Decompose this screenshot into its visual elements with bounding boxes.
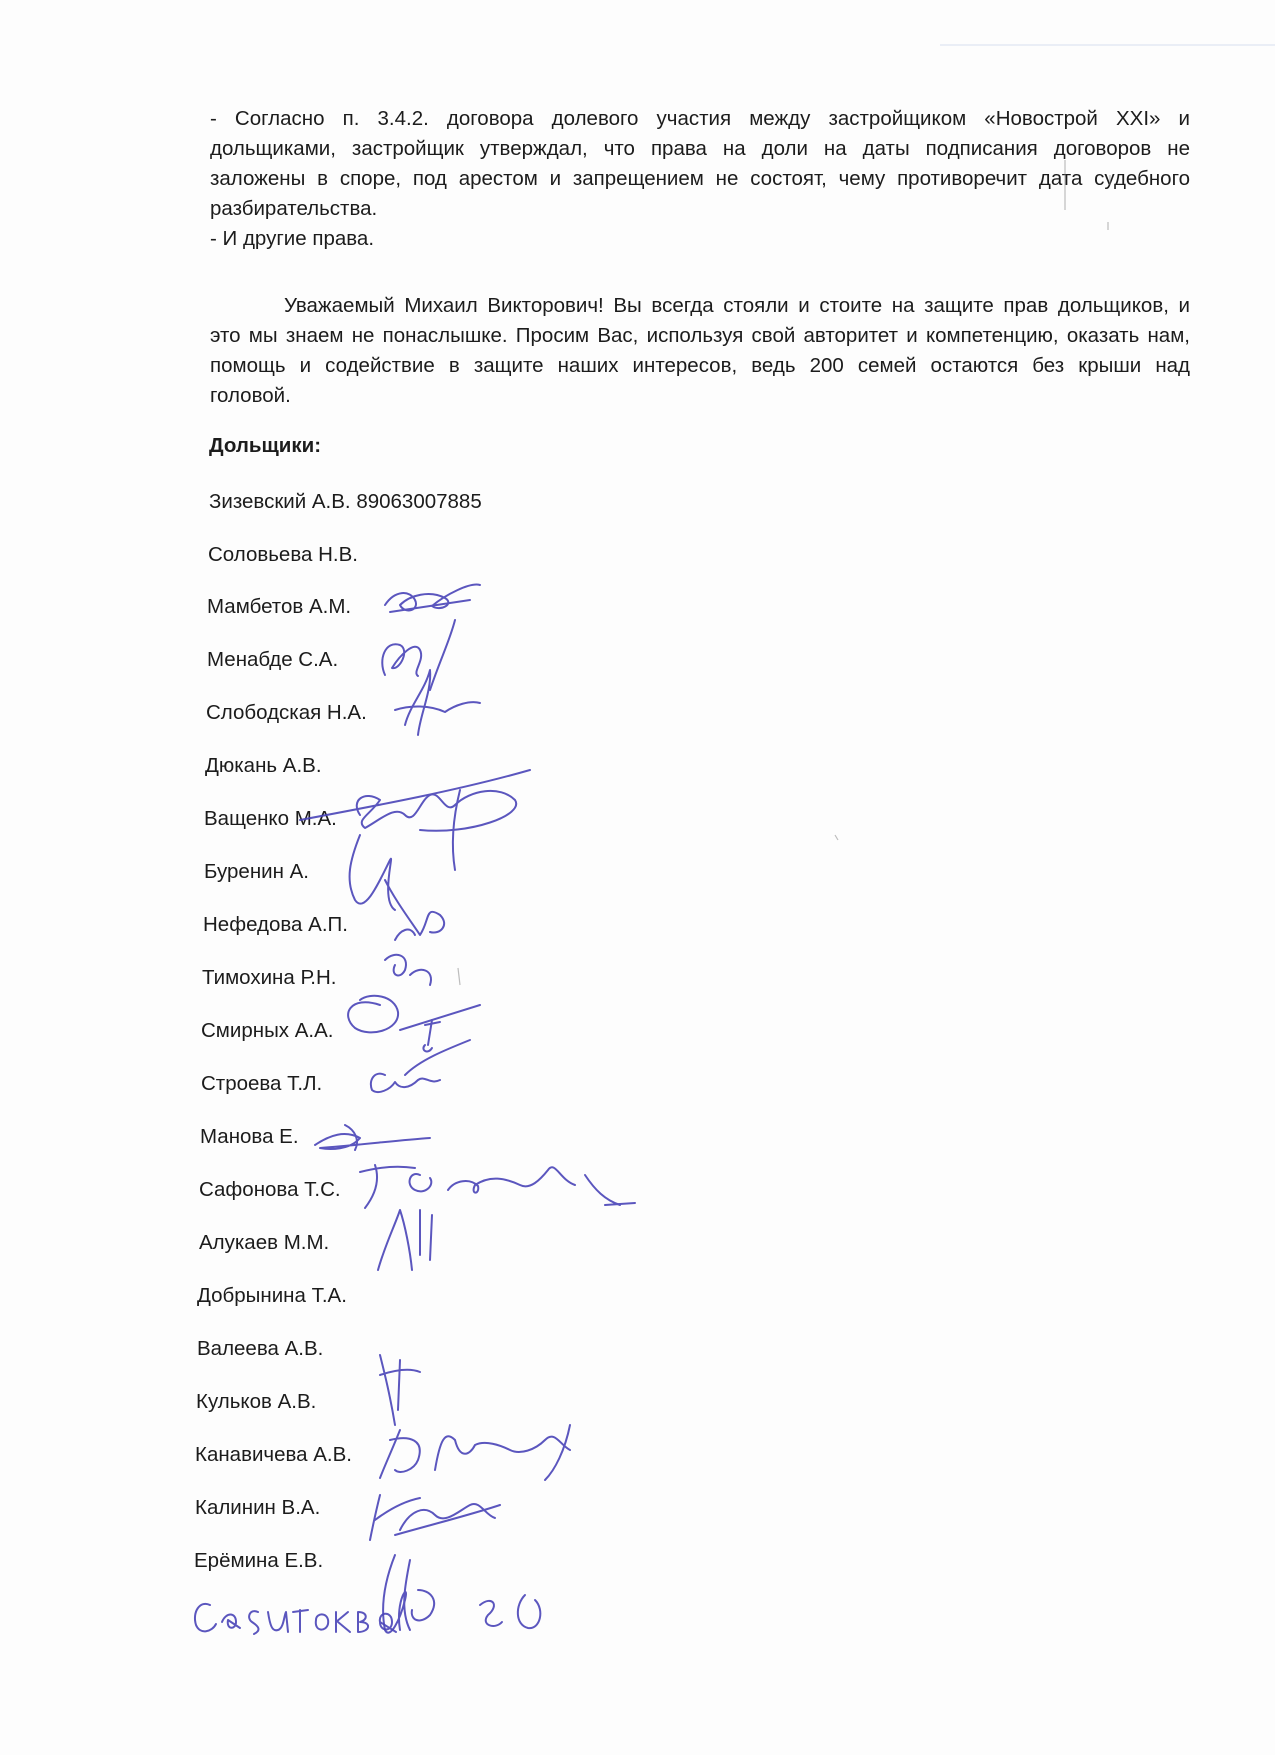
- text-line: это мы знаем не понаслышке. Просим Вас, используя свой авторитет и компетенцию, оказать нам,: [210, 324, 1190, 347]
- signer-name: Менабде С.А.: [207, 648, 339, 671]
- paragraph-appeal: [210, 291, 1190, 411]
- signature-mark: [423, 1020, 440, 1051]
- signature-mark: [383, 1555, 406, 1633]
- signature-mark: [348, 996, 398, 1033]
- text-line: заложены в споре, под арестом и запрещением не состоят, чему противоречит дата судебного: [210, 167, 1190, 190]
- signature-mark: [545, 1425, 570, 1480]
- signature-mark: [378, 1210, 412, 1270]
- signature-mark: [435, 1436, 570, 1470]
- signature-mark: [405, 1040, 470, 1075]
- signer-name: Манова Е.: [200, 1125, 299, 1148]
- scan-mark: [458, 968, 460, 985]
- signer-name: Зизевский А.В. 89063007885: [209, 490, 482, 513]
- signer-name: Слободская Н.А.: [206, 701, 367, 724]
- signature-mark: [605, 1203, 635, 1205]
- signature-mark: [395, 930, 415, 940]
- text-line: Уважаемый Михаил Викторович! Вы всегда стояли и стоите на защите прав дольщиков, и: [284, 294, 1190, 317]
- signer-name: Сафонова Т.С.: [199, 1178, 341, 1201]
- signature-mark: [410, 970, 431, 985]
- scan-mark: [835, 835, 838, 840]
- signature-mark: [518, 1595, 541, 1628]
- text-line: - И другие права.: [210, 227, 375, 250]
- signature-mark: [370, 1495, 420, 1540]
- signer-name: Дюкань А.В.: [205, 754, 322, 777]
- signer-name: Валеева А.В.: [197, 1337, 324, 1360]
- text-line: дольщиками, застройщик утверждал, что права на доли на даты подписания договоров не: [210, 137, 1190, 160]
- signer-name: Нефедова А.П.: [203, 913, 348, 936]
- signature-mark: [395, 1505, 500, 1535]
- signer-name: Смирных А.А.: [201, 1019, 334, 1042]
- signature-mark: [385, 955, 406, 976]
- signature-mark: [410, 1174, 432, 1191]
- text-line: разбирательства.: [210, 197, 378, 220]
- signer-name: Мамбетов А.М.: [207, 595, 352, 618]
- signer-name: Добрынина Т.А.: [197, 1284, 347, 1307]
- signer-name: Калинин В.А.: [195, 1496, 321, 1519]
- signature-mark: [453, 790, 460, 870]
- signature-mark: [585, 1175, 620, 1205]
- text-line: головой.: [210, 384, 291, 407]
- signature-mark: [360, 1165, 415, 1208]
- signer-name: Кульков А.В.: [196, 1390, 317, 1413]
- signature-mark: [430, 620, 455, 690]
- signer-name: Соловьева Н.В.: [208, 543, 358, 566]
- signature-mark: [371, 1074, 440, 1092]
- signer-name: Тимохина Р.Н.: [202, 966, 337, 989]
- text-line: - Согласно п. 3.4.2. договора долевого участия между застройщиком «Новострой XXI» и: [210, 107, 1190, 130]
- signature-mark: [405, 670, 430, 735]
- signature-mark: [404, 1560, 434, 1630]
- signature-mark: [420, 1210, 432, 1260]
- signature-mark: [382, 644, 421, 676]
- signer-name: Буренин А.: [204, 860, 309, 883]
- signature-mark: [385, 880, 444, 935]
- signature-mark: [380, 1355, 420, 1425]
- signers-heading: Дольщики:: [209, 434, 322, 457]
- signature-mark: [448, 1167, 575, 1192]
- signer-name: Ващенко М.А.: [204, 807, 337, 830]
- signature-mark: [480, 1601, 502, 1626]
- signature-mark: [315, 1134, 430, 1149]
- signer-name: Строева Т.Л.: [201, 1072, 323, 1095]
- signature-mark: [357, 791, 516, 831]
- signature-mark: [400, 1005, 480, 1030]
- paragraph-contract-clause: [210, 104, 1190, 254]
- signature-mark: [395, 702, 480, 712]
- text-line: помощь и содействие в защите наших интересов, ведь 200 семей остаются без крыши над: [210, 354, 1190, 377]
- signature-mark: [400, 1504, 495, 1530]
- signature-mark: [398, 1360, 400, 1410]
- signature-mark: [385, 585, 480, 611]
- signer-name: Канавичева А.В.: [195, 1443, 352, 1466]
- signature-mark: [345, 1125, 357, 1150]
- signer-name: Алукаев М.М.: [199, 1231, 330, 1254]
- signer-name: Ерёмина Е.В.: [194, 1549, 324, 1572]
- signature-mark: [380, 1430, 420, 1478]
- signature-mark: [350, 835, 395, 910]
- signature-mark: [390, 600, 470, 612]
